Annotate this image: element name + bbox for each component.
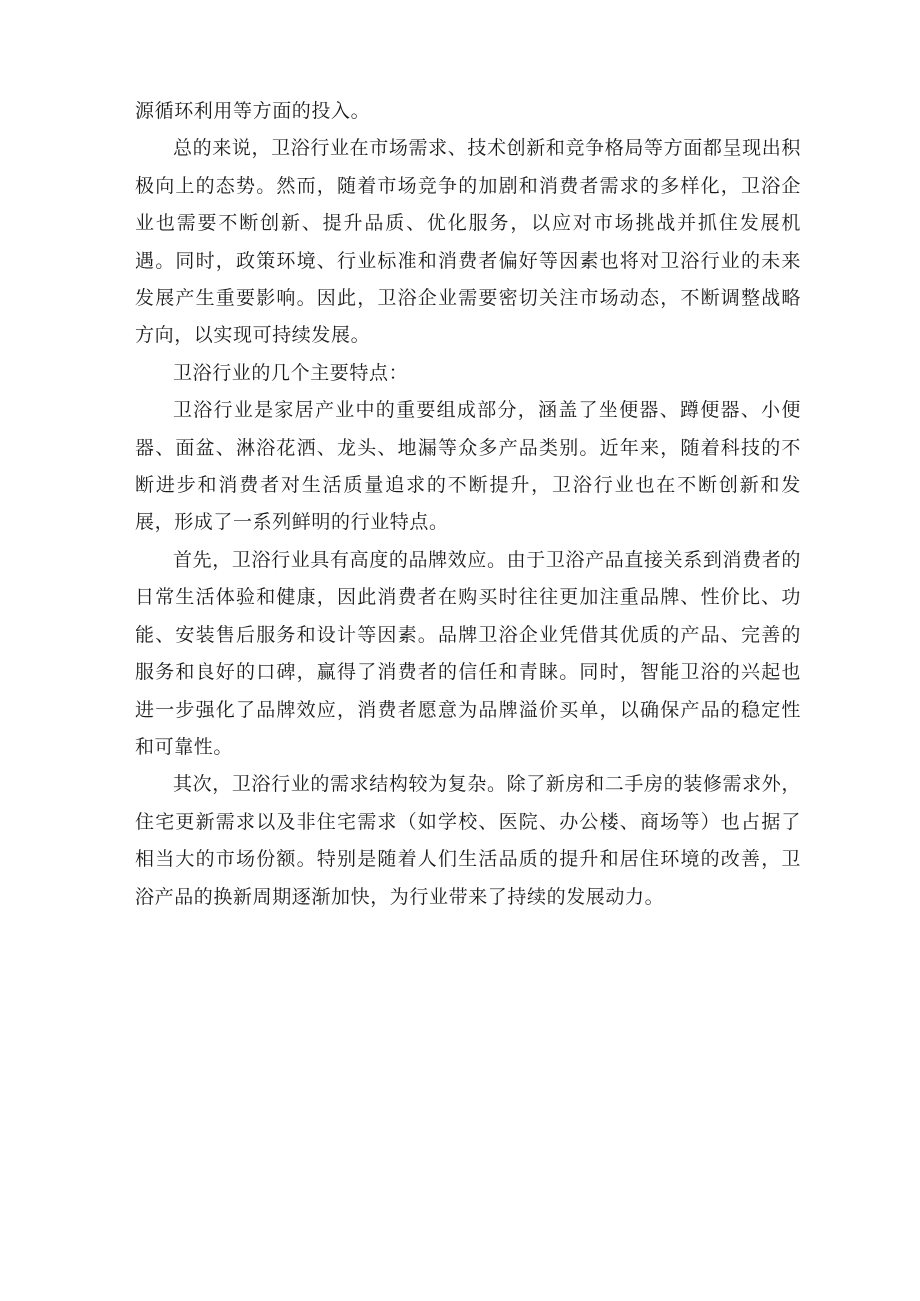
paragraph-demand-structure: 其次，卫浴行业的需求结构较为复杂。除了新房和二手房的装修需求外，住宅更新需求以及非住宅需求（如学校、医院、办公楼、商场等）也占据了相当大的市场份额。特别是随着人们生活品质的提升和居住环境的改善，卫浴产品的换新周期逐渐加快，为行业带来了持续的发展动力。	[135, 773, 801, 908]
paragraph-summary: 总的来说，卫浴行业在市场需求、技术创新和竞争格局等方面都呈现出积极向上的态势。然而，随着市场竞争的加剧和消费者需求的多样化，卫浴企业也需要不断创新、提升品质、优化服务，以应对市场挑战并抓住发展机遇。同时，政策环境、行业标准和消费者偏好等因素也将对卫浴行业的未来发展产生重要影响。因此，卫浴企业需要密切关注市场动态，不断调整战略方向，以实现可持续发展。	[135, 137, 801, 347]
paragraph-brand-effect: 首先，卫浴行业具有高度的品牌效应。由于卫浴产品直接关系到消费者的日常生活体验和健康，因此消费者在购买时往往更加注重品牌、性价比、功能、安装售后服务和设计等因素。品牌卫浴企业凭借其优质的产品、完善的服务和良好的口碑，赢得了消费者的信任和青睐。同时，智能卫浴的兴起也进一步强化了品牌效应，消费者愿意为品牌溢价买单，以确保产品的稳定性和可靠性。	[135, 548, 801, 758]
document-body	[135, 93, 801, 916]
paragraph-continuation: 源循环利用等方面的投入。	[135, 100, 371, 122]
paragraph-industry-overview: 卫浴行业是家居产业中的重要组成部分，涵盖了坐便器、蹲便器、小便器、面盆、淋浴花洒、龙头、地漏等众多产品类别。近年来，随着科技的不断进步和消费者对生活质量追求的不断提升，卫浴行业也在不断创新和发展，形成了一系列鲜明的行业特点。	[135, 399, 801, 534]
paragraph-heading-features: 卫浴行业的几个主要特点：	[173, 361, 409, 384]
